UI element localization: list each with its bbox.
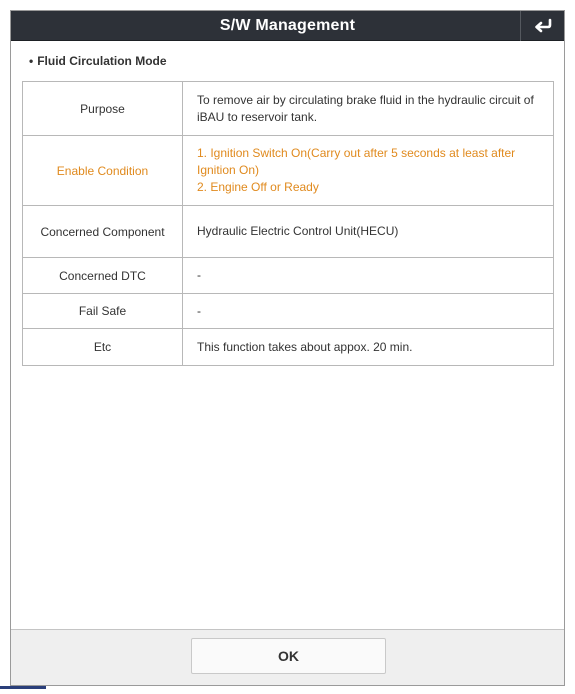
row-label-concerned-component: Concerned Component <box>23 206 183 258</box>
sw-management-dialog <box>10 10 565 686</box>
info-table <box>22 81 554 366</box>
table-row <box>23 206 554 258</box>
enable-condition-line-2: 2. Engine Off or Ready <box>197 180 319 194</box>
row-label-enable-condition: Enable Condition <box>23 136 183 206</box>
row-label-concerned-dtc: Concerned DTC <box>23 258 183 294</box>
section-bullet: • <box>29 54 34 68</box>
back-button[interactable] <box>520 11 564 41</box>
dialog-footer <box>11 629 564 685</box>
section-heading <box>29 54 167 68</box>
table-row <box>23 329 554 366</box>
row-label-etc: Etc <box>23 329 183 366</box>
row-value-concerned-dtc: - <box>183 258 554 294</box>
ok-button[interactable]: OK <box>191 638 386 674</box>
row-value-concerned-component: Hydraulic Electric Control Unit(HECU) <box>183 206 554 258</box>
table-row <box>23 136 554 206</box>
table-row <box>23 82 554 136</box>
enable-condition-line-1: 1. Ignition Switch On(Carry out after 5 seconds at least after Ignition On) <box>197 146 516 177</box>
row-label-purpose: Purpose <box>23 82 183 136</box>
row-value-fail-safe: - <box>183 294 554 329</box>
table-row <box>23 258 554 294</box>
row-value-purpose: To remove air by circulating brake fluid in the hydraulic circuit of iBAU to reservoir tank. <box>183 82 554 136</box>
section-heading-text: Fluid Circulation Mode <box>37 54 167 68</box>
table-row <box>23 294 554 329</box>
row-value-etc: This function takes about appox. 20 min. <box>183 329 554 366</box>
dialog-title: S/W Management <box>219 17 356 34</box>
return-arrow-icon <box>533 18 553 34</box>
title-bar <box>11 11 564 41</box>
row-label-fail-safe: Fail Safe <box>23 294 183 329</box>
row-value-enable-condition <box>183 136 554 206</box>
corner-decoration <box>0 686 46 689</box>
